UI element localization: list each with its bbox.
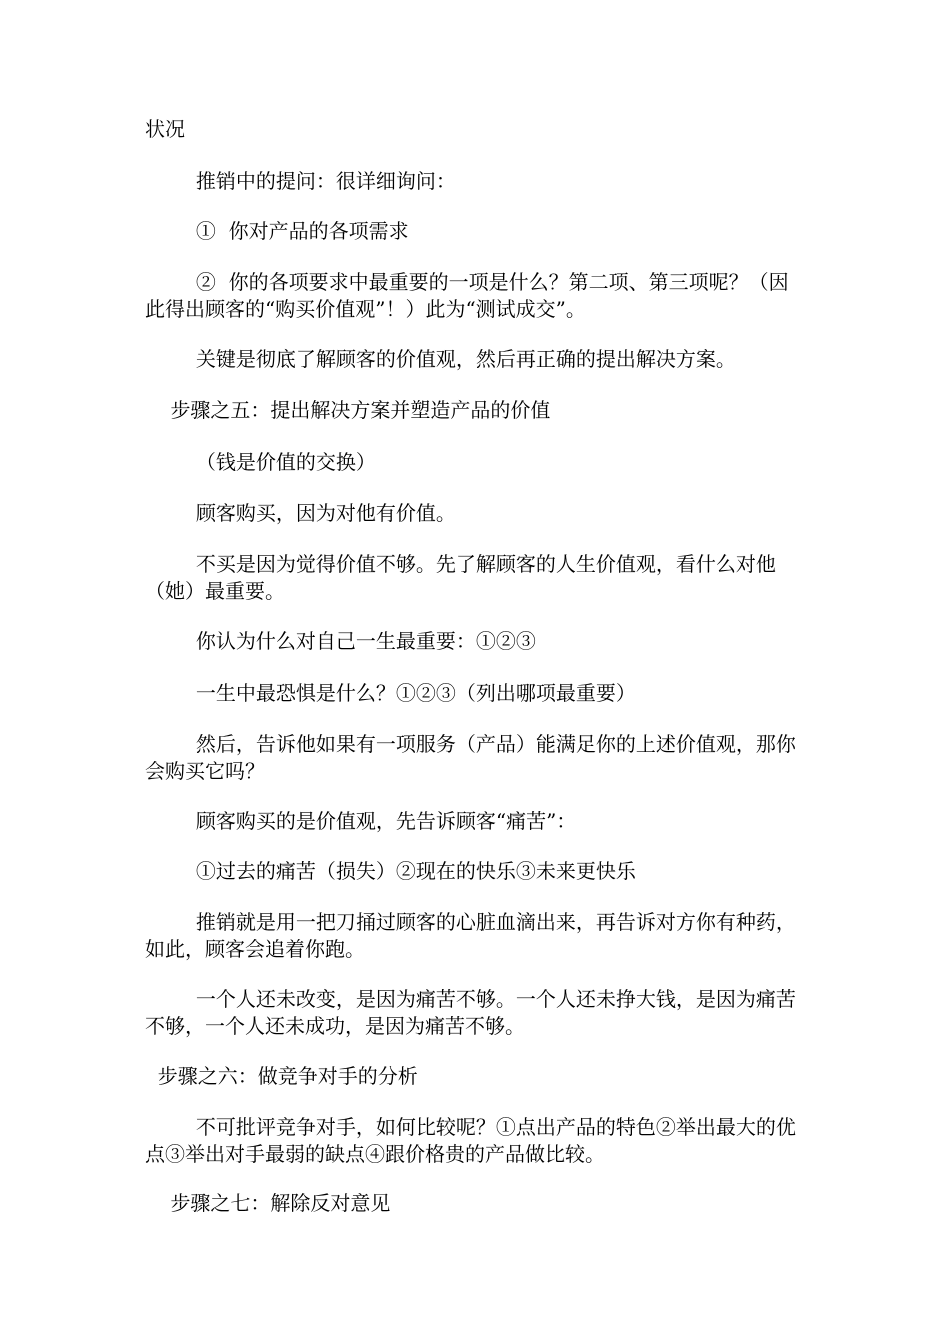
paragraph-12: 然后，告诉他如果有一项服务（产品）能满足你的上述价值观，那你会购买它吗？ <box>145 732 796 783</box>
paragraph-2: 推销中的提问：很详细询问： <box>145 169 456 193</box>
paragraph-16: 一个人还未改变，是因为痛苦不够。一个人还未挣大钱，是因为痛苦不够，一个人还未成功，是因为痛苦不够。 <box>145 987 796 1038</box>
paragraph-10: 你认为什么对自己一生最重要：①②③ <box>145 629 536 653</box>
paragraph-14: ①过去的痛苦（损失）②现在的快乐③未来更快乐 <box>145 859 636 883</box>
section-heading-step-6: 步骤之六：做竞争对手的分析 <box>145 1064 418 1088</box>
paragraph-8: 顾客购买，因为对他有价值。 <box>145 501 456 525</box>
paragraph-11: 一生中最恐惧是什么？①②③（列出哪项最重要） <box>145 681 636 705</box>
paragraph-7: （钱是价值的交换） <box>145 450 376 474</box>
paragraph-5: 关键是彻底了解顾客的价值观，然后再正确的提出解决方案。 <box>145 347 736 371</box>
paragraph-18: 不可批评竞争对手，如何比较呢？①点出产品的特色②举出最大的优点③举出对手最弱的缺点④跟价格贵的产品做比较。 <box>145 1115 796 1166</box>
paragraph-15: 推销就是用一把刀捅过顾客的心脏血滴出来，再告诉对方你有种药，如此，顾客会追着你跑。 <box>145 910 796 961</box>
paragraph-13: 顾客购买的是价值观，先告诉顾客“痛苦”： <box>145 809 577 833</box>
section-heading-step-5: 步骤之五：提出解决方案并塑造产品的价值 <box>145 398 551 422</box>
paragraph-3: ① 你对产品的各项需求 <box>145 219 409 243</box>
paragraph-4: ② 你的各项要求中最重要的一项是什么？第二项、第三项呢？（因此得出顾客的“购买价值观”！）此为“测试成交”。 <box>145 270 789 321</box>
paragraph-1: 状况 <box>145 117 185 141</box>
section-heading-step-7: 步骤之七：解除反对意见 <box>145 1191 391 1215</box>
paragraph-9: 不买是因为觉得价值不够。先了解顾客的人生价值观，看什么对他（她）最重要。 <box>145 552 776 603</box>
